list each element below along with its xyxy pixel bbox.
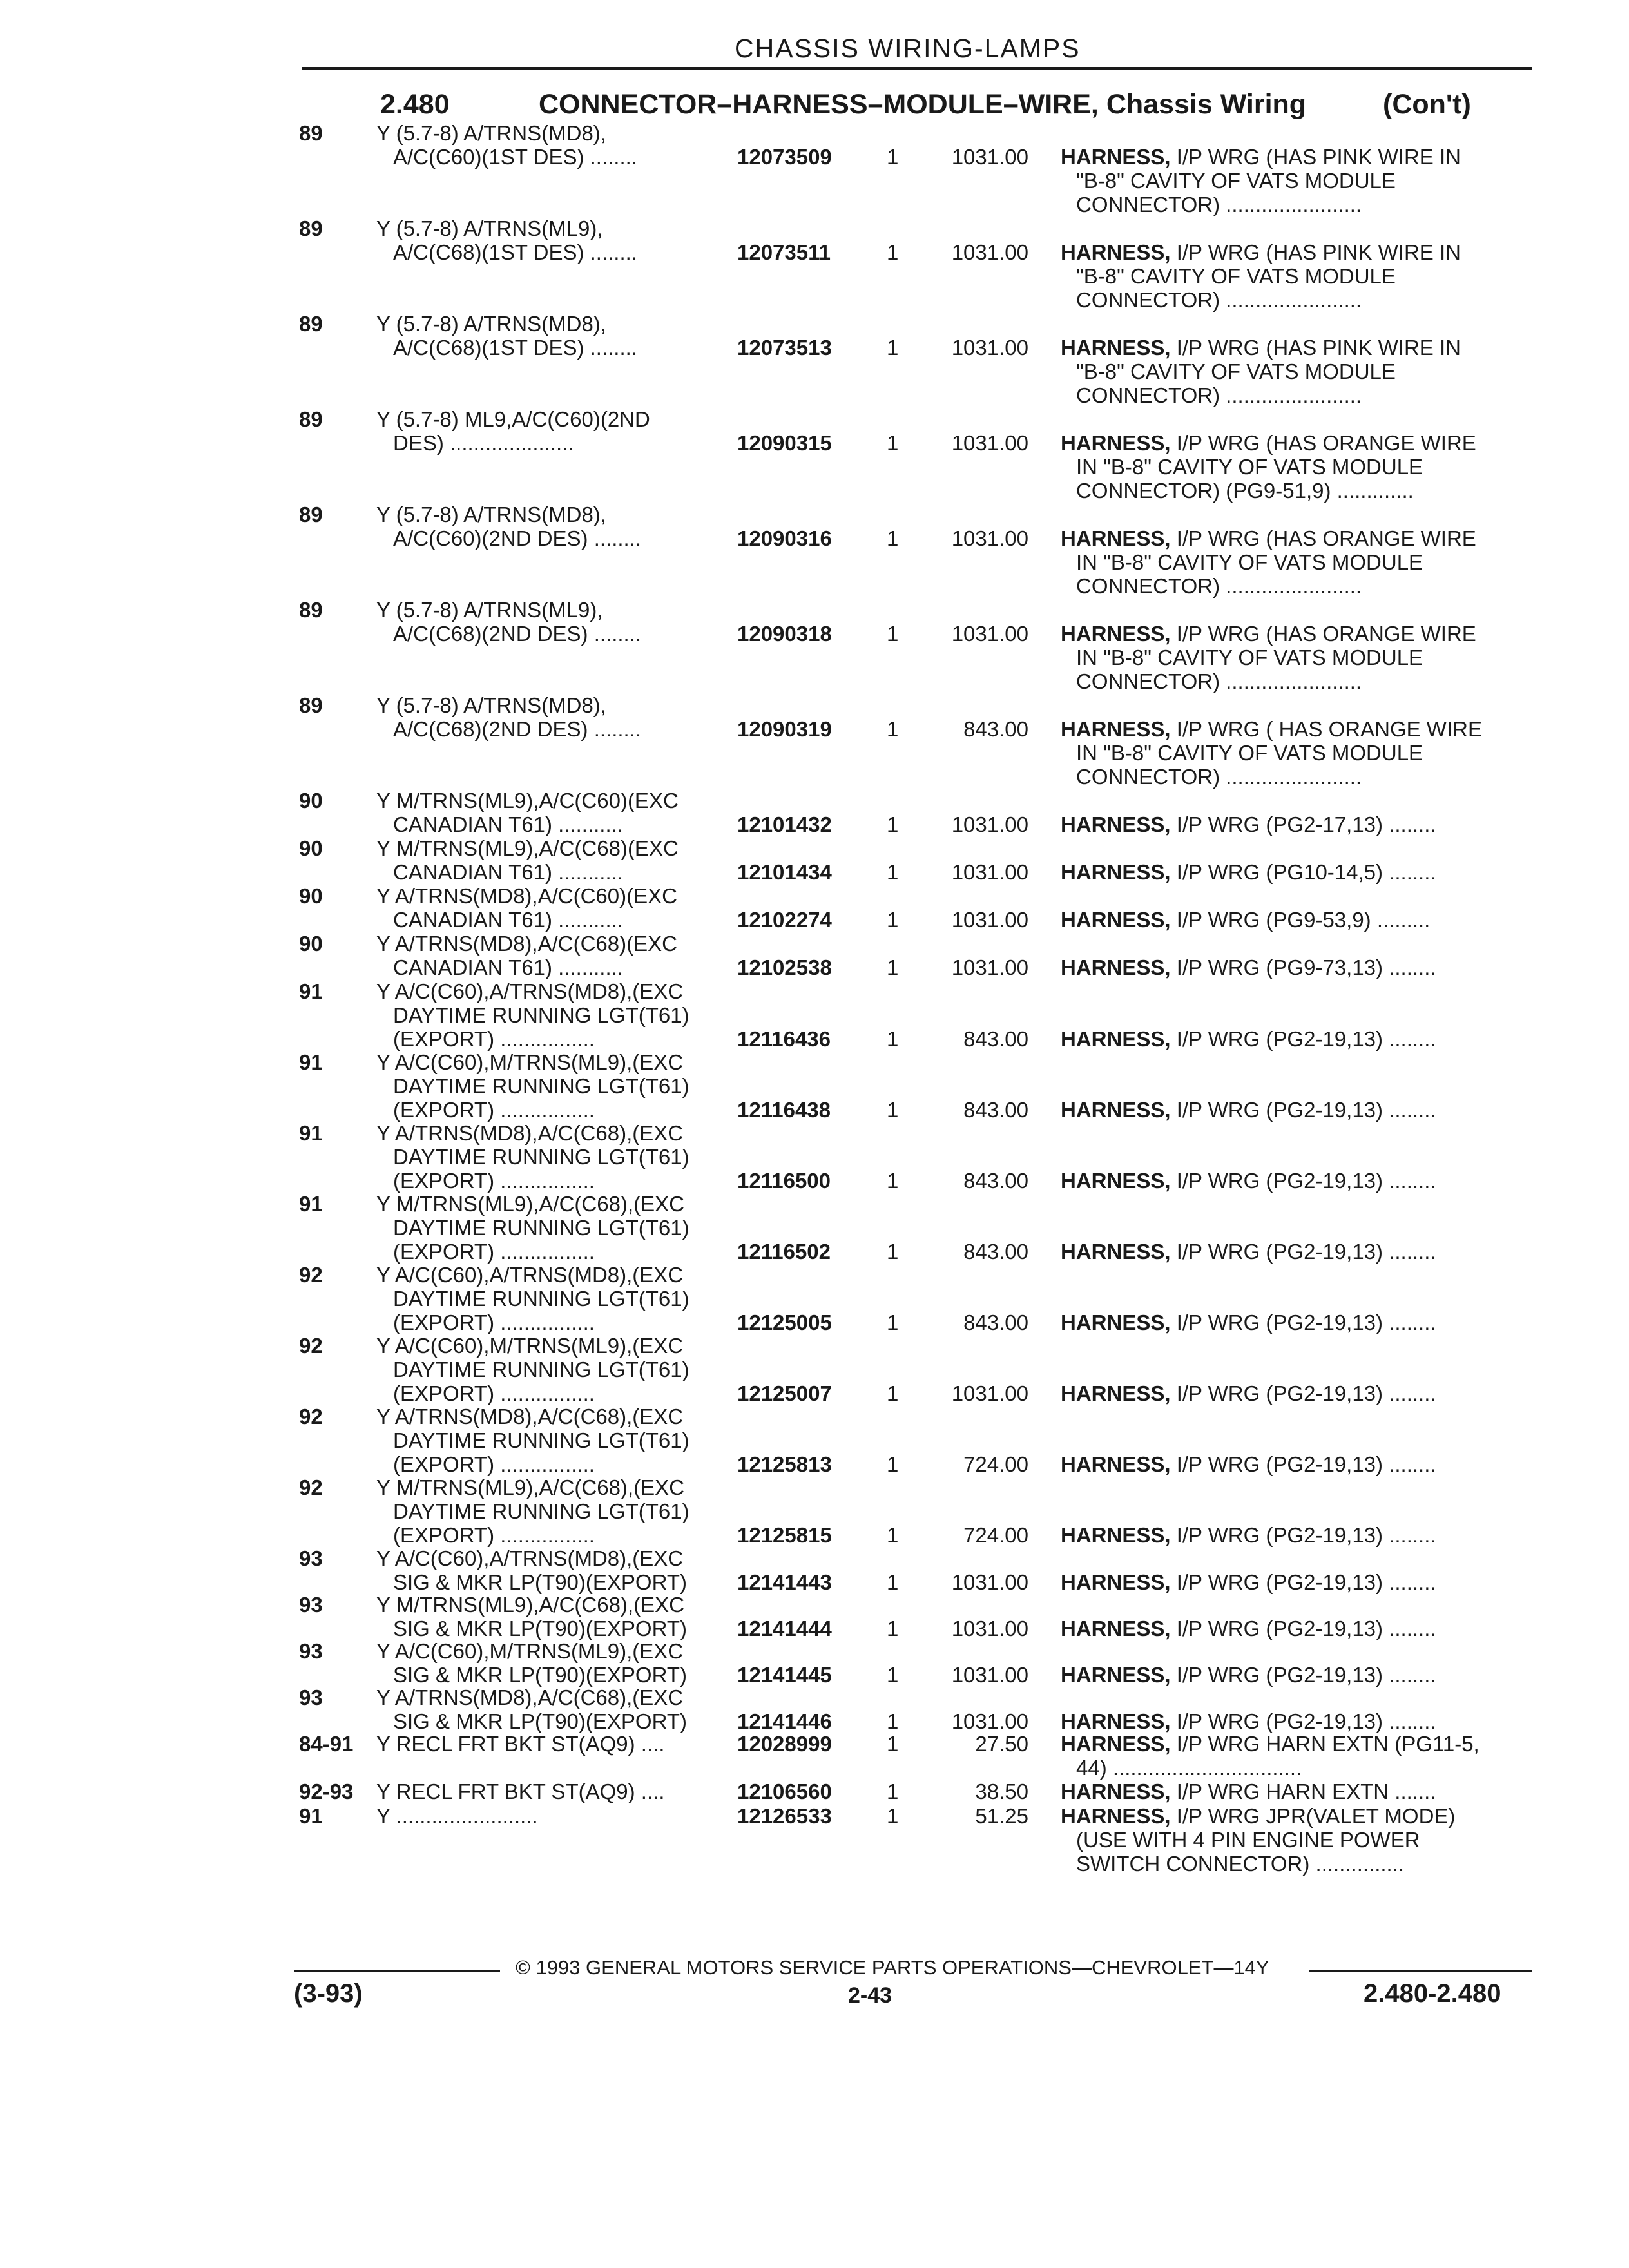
quantity: 1 [887, 1570, 899, 1594]
application [376, 216, 726, 264]
copyright-notice: © 1993 GENERAL MOTORS SERVICE PARTS OPERATIONS—CHEVROLET—14Y [516, 1956, 1269, 1979]
section-title [539, 89, 1306, 120]
quantity: 1 [887, 908, 899, 932]
application-line: (EXPORT) ................ [393, 1240, 595, 1264]
description-line: HARNESS, I/P WRG (PG9-73,13) ........ [1061, 956, 1436, 979]
illustration-number: 92-93 [299, 1780, 354, 1803]
application [376, 979, 726, 1051]
part-number: 12125007 [737, 1381, 832, 1405]
page-number: 2-43 [848, 1983, 892, 2008]
application [376, 932, 726, 979]
application-line: Y A/C(C60),M/TRNS(ML9),(EXC [376, 1050, 684, 1074]
description-line: HARNESS, I/P WRG HARN EXTN (PG11-5, [1061, 1732, 1480, 1756]
description-line: HARNESS, I/P WRG (HAS ORANGE WIRE [1061, 431, 1476, 455]
price: 1031.00 [951, 431, 1028, 455]
application [376, 836, 726, 884]
description-line: HARNESS, I/P WRG (PG2-19,13) ........ [1061, 1663, 1436, 1687]
application-line: Y M/TRNS(ML9),A/C(C68)(EXC [376, 836, 679, 860]
illustration-number: 89 [299, 598, 323, 622]
application-line: Y (5.7-8) A/TRNS(MD8), [376, 693, 606, 717]
application-line: CANADIAN T61) ........... [393, 908, 623, 932]
quantity: 1 [887, 1804, 899, 1828]
section-number: 2.480 [380, 89, 450, 120]
section-title-main: CONNECTOR–HARNESS–MODULE–WIRE, [539, 89, 1099, 120]
description [1061, 240, 1532, 312]
illustration-number: 92 [299, 1334, 323, 1358]
quantity: 1 [887, 622, 899, 646]
application [376, 1593, 726, 1640]
description [1061, 860, 1532, 884]
description-line: "B-8" CAVITY OF VATS MODULE [1076, 169, 1396, 193]
application-line: CANADIAN T61) ........... [393, 956, 623, 979]
application-line: (EXPORT) ................ [393, 1523, 595, 1547]
application-line: CANADIAN T61) ........... [393, 812, 623, 836]
quantity: 1 [887, 1663, 899, 1687]
description [1061, 1523, 1532, 1547]
quantity: 1 [887, 145, 899, 169]
application-line: SIG & MKR LP(T90)(EXPORT) [393, 1663, 687, 1687]
description-line: HARNESS, I/P WRG (PG2-19,13) ........ [1061, 1381, 1436, 1405]
description-line: IN "B-8" CAVITY OF VATS MODULE [1076, 455, 1423, 479]
application-line: Y RECL FRT BKT ST(AQ9) .... [376, 1780, 665, 1803]
illustration-number: 90 [299, 789, 323, 812]
description-line: "B-8" CAVITY OF VATS MODULE [1076, 360, 1396, 383]
description-line: HARNESS, I/P WRG (PG2-17,13) ........ [1061, 812, 1436, 836]
illustration-number: 89 [299, 407, 323, 431]
part-number: 12116500 [737, 1169, 831, 1193]
description-line: SWITCH CONNECTOR) ............... [1076, 1852, 1405, 1876]
application-line: Y (5.7-8) A/TRNS(MD8), [376, 121, 606, 145]
part-number: 12125813 [737, 1452, 832, 1476]
price: 843.00 [963, 1240, 1028, 1264]
part-number: 12101432 [737, 812, 832, 836]
section-continued: (Con't) [1383, 89, 1471, 120]
application [376, 1192, 726, 1264]
quantity: 1 [887, 1732, 899, 1756]
price: 27.50 [975, 1732, 1028, 1756]
application-line: DAYTIME RUNNING LGT(T61) [393, 1428, 689, 1452]
price: 1031.00 [951, 336, 1028, 360]
price: 1031.00 [951, 1570, 1028, 1594]
part-number: 12101434 [737, 860, 832, 884]
illustration-number: 92 [299, 1263, 323, 1287]
illustration-number: 90 [299, 884, 323, 908]
application [376, 693, 726, 741]
application [376, 312, 726, 360]
illustration-number: 89 [299, 693, 323, 717]
part-number: 12073509 [737, 145, 832, 169]
quantity: 1 [887, 526, 899, 550]
application-line: (EXPORT) ................ [393, 1169, 595, 1193]
quantity: 1 [887, 956, 899, 979]
description [1061, 1027, 1532, 1051]
application-line: SIG & MKR LP(T90)(EXPORT) [393, 1709, 687, 1733]
part-number: 12073511 [737, 240, 831, 264]
illustration-number: 89 [299, 121, 323, 145]
application [376, 503, 726, 550]
description-line: HARNESS, I/P WRG (HAS PINK WIRE IN [1061, 240, 1461, 264]
description [1061, 1098, 1532, 1122]
part-number: 12106560 [737, 1780, 832, 1803]
illustration-number: 90 [299, 836, 323, 860]
description-line: HARNESS, I/P WRG (PG2-19,13) ........ [1061, 1027, 1436, 1051]
description-line: IN "B-8" CAVITY OF VATS MODULE [1076, 646, 1423, 669]
description-line: IN "B-8" CAVITY OF VATS MODULE [1076, 741, 1423, 765]
date-code: (3-93) [294, 1979, 363, 2008]
description [1061, 1311, 1532, 1334]
description-line: HARNESS, I/P WRG (PG2-19,13) ........ [1061, 1169, 1436, 1193]
quantity: 1 [887, 1709, 899, 1733]
application-line: A/C(C68)(1ST DES) ........ [393, 240, 637, 264]
description-line: HARNESS, I/P WRG (HAS PINK WIRE IN [1061, 336, 1461, 360]
application-line: A/C(C60)(2ND DES) ........ [393, 526, 642, 550]
application-line: Y A/C(C60),M/TRNS(ML9),(EXC [376, 1334, 684, 1358]
price: 51.25 [975, 1804, 1028, 1828]
price: 1031.00 [951, 812, 1028, 836]
application [376, 1546, 726, 1594]
quantity: 1 [887, 860, 899, 884]
application [376, 884, 726, 932]
part-number: 12090319 [737, 717, 832, 741]
illustration-number: 91 [299, 1121, 323, 1145]
description-line: CONNECTOR) ....................... [1076, 193, 1362, 216]
application-line: Y A/C(C60),A/TRNS(MD8),(EXC [376, 1546, 684, 1570]
illustration-number: 89 [299, 216, 323, 240]
application-line: Y A/TRNS(MD8),A/C(C68),(EXC [376, 1686, 684, 1709]
illustration-number: 93 [299, 1639, 323, 1663]
application-line: Y (5.7-8) A/TRNS(ML9), [376, 598, 603, 622]
application-line: DES) ..................... [393, 431, 574, 455]
price: 843.00 [963, 717, 1028, 741]
description [1061, 431, 1532, 503]
description [1061, 1709, 1532, 1733]
illustration-number: 89 [299, 503, 323, 526]
application-line: (EXPORT) ................ [393, 1098, 595, 1122]
price: 1031.00 [951, 908, 1028, 932]
illustration-number: 91 [299, 1192, 323, 1216]
application-line: DAYTIME RUNNING LGT(T61) [393, 1074, 689, 1098]
part-number: 12090315 [737, 431, 832, 455]
illustration-number: 92 [299, 1405, 323, 1428]
application [376, 407, 726, 455]
quantity: 1 [887, 717, 899, 741]
description-line: HARNESS, I/P WRG (PG2-19,13) ........ [1061, 1709, 1436, 1733]
application-line: SIG & MKR LP(T90)(EXPORT) [393, 1570, 687, 1594]
illustration-number: 93 [299, 1593, 323, 1617]
description-line: CONNECTOR) ....................... [1076, 765, 1362, 789]
description [1061, 1570, 1532, 1594]
illustration-number: 93 [299, 1546, 323, 1570]
description [1061, 622, 1532, 693]
description-line: HARNESS, I/P WRG (PG9-53,9) ......... [1061, 908, 1431, 932]
description [1061, 1240, 1532, 1264]
page-header-title: CHASSIS WIRING-LAMPS [735, 34, 1081, 63]
part-number: 12102274 [737, 908, 832, 932]
description-line: HARNESS, I/P WRG (PG2-19,13) ........ [1061, 1240, 1436, 1264]
description-line: "B-8" CAVITY OF VATS MODULE [1076, 264, 1396, 288]
quantity: 1 [887, 1311, 899, 1334]
description [1061, 1617, 1532, 1640]
quantity: 1 [887, 1617, 899, 1640]
application-line: (EXPORT) ................ [393, 1311, 595, 1334]
application-line: (EXPORT) ................ [393, 1452, 595, 1476]
part-number: 12090318 [737, 622, 832, 646]
quantity: 1 [887, 1780, 899, 1803]
application-line: Y A/C(C60),A/TRNS(MD8),(EXC [376, 979, 684, 1003]
application-line: Y (5.7-8) A/TRNS(MD8), [376, 312, 606, 336]
description [1061, 1732, 1532, 1780]
application-line: CANADIAN T61) ........... [393, 860, 623, 884]
price: 843.00 [963, 1169, 1028, 1193]
description [1061, 1169, 1532, 1193]
quantity: 1 [887, 1027, 899, 1051]
application-line: DAYTIME RUNNING LGT(T61) [393, 1358, 689, 1381]
description-line: CONNECTOR) ....................... [1076, 574, 1362, 598]
illustration-number: 91 [299, 1804, 323, 1828]
part-number: 12102538 [737, 956, 832, 979]
price: 843.00 [963, 1027, 1028, 1051]
quantity: 1 [887, 240, 899, 264]
application [376, 1732, 726, 1756]
description [1061, 717, 1532, 789]
description-line: CONNECTOR) ....................... [1076, 288, 1362, 312]
description [1061, 908, 1532, 932]
application-line: Y M/TRNS(ML9),A/C(C68),(EXC [376, 1593, 684, 1617]
description [1061, 1780, 1532, 1803]
application-line: DAYTIME RUNNING LGT(T61) [393, 1003, 689, 1027]
application [376, 598, 726, 646]
application [376, 1804, 726, 1828]
application-line: A/C(C60)(1ST DES) ........ [393, 145, 637, 169]
application-line: (EXPORT) ................ [393, 1381, 595, 1405]
description [1061, 1381, 1532, 1405]
application [376, 1686, 726, 1733]
description-line: HARNESS, I/P WRG (HAS PINK WIRE IN [1061, 145, 1461, 169]
description-line: HARNESS, I/P WRG (PG2-19,13) ........ [1061, 1617, 1436, 1640]
application-line: Y ........................ [376, 1804, 538, 1828]
footer-rule-right [1309, 1970, 1532, 1972]
illustration-number: 84-91 [299, 1732, 354, 1756]
application-line: A/C(C68)(2ND DES) ........ [393, 622, 642, 646]
application-line: DAYTIME RUNNING LGT(T61) [393, 1216, 689, 1240]
footer-rule-left [294, 1970, 500, 1972]
price: 1031.00 [951, 145, 1028, 169]
application [376, 1475, 726, 1547]
description-line: IN "B-8" CAVITY OF VATS MODULE [1076, 550, 1423, 574]
application-line: DAYTIME RUNNING LGT(T61) [393, 1499, 689, 1523]
price: 843.00 [963, 1311, 1028, 1334]
description-line: HARNESS, I/P WRG (PG2-19,13) ........ [1061, 1098, 1436, 1122]
illustration-number: 90 [299, 932, 323, 956]
description-line: CONNECTOR) (PG9-51,9) ............. [1076, 479, 1414, 503]
illustration-number: 91 [299, 979, 323, 1003]
application-line: Y (5.7-8) A/TRNS(ML9), [376, 216, 603, 240]
application [376, 1050, 726, 1122]
price: 1031.00 [951, 956, 1028, 979]
application [376, 789, 726, 836]
price: 1031.00 [951, 1381, 1028, 1405]
price: 1031.00 [951, 860, 1028, 884]
price: 1031.00 [951, 622, 1028, 646]
application [376, 1334, 726, 1405]
illustration-number: 91 [299, 1050, 323, 1074]
application-line: Y (5.7-8) A/TRNS(MD8), [376, 503, 606, 526]
application-line: Y M/TRNS(ML9),A/C(C68),(EXC [376, 1475, 684, 1499]
application-line: (EXPORT) ................ [393, 1027, 595, 1051]
price: 1031.00 [951, 1617, 1028, 1640]
description [1061, 1663, 1532, 1687]
description-line: HARNESS, I/P WRG (PG2-19,13) ........ [1061, 1311, 1436, 1334]
description-line: HARNESS, I/P WRG (PG2-19,13) ........ [1061, 1452, 1436, 1476]
application [376, 121, 726, 169]
quantity: 1 [887, 1523, 899, 1547]
description-line: HARNESS, I/P WRG ( HAS ORANGE WIRE [1061, 717, 1482, 741]
quantity: 1 [887, 336, 899, 360]
part-number: 12126533 [737, 1804, 832, 1828]
application-line: A/C(C68)(1ST DES) ........ [393, 336, 637, 360]
application [376, 1780, 726, 1803]
description [1061, 1452, 1532, 1476]
description-line: HARNESS, I/P WRG (HAS ORANGE WIRE [1061, 526, 1476, 550]
section-subtitle: Chassis Wiring [1106, 89, 1307, 120]
description-line: HARNESS, I/P WRG JPR(VALET MODE) [1061, 1804, 1456, 1828]
application [376, 1263, 726, 1334]
price: 1031.00 [951, 526, 1028, 550]
application-line: Y A/C(C60),A/TRNS(MD8),(EXC [376, 1263, 684, 1287]
part-number: 12141443 [737, 1570, 832, 1594]
part-number: 12073513 [737, 336, 832, 360]
illustration-number: 89 [299, 312, 323, 336]
description-line: CONNECTOR) ....................... [1076, 669, 1362, 693]
price: 724.00 [963, 1523, 1028, 1547]
quantity: 1 [887, 1240, 899, 1264]
application-line: SIG & MKR LP(T90)(EXPORT) [393, 1617, 687, 1640]
part-number: 12090316 [737, 526, 832, 550]
part-number: 12116438 [737, 1098, 831, 1122]
part-number: 12141444 [737, 1617, 832, 1640]
description-line: 44) ................................ [1076, 1756, 1302, 1780]
part-number: 12141445 [737, 1663, 832, 1687]
application-line: Y (5.7-8) ML9,A/C(C60)(2ND [376, 407, 650, 431]
description [1061, 956, 1532, 979]
price: 38.50 [975, 1780, 1028, 1803]
description [1061, 526, 1532, 598]
description [1061, 812, 1532, 836]
application [376, 1405, 726, 1476]
part-number: 12125005 [737, 1311, 832, 1334]
application-line: Y A/TRNS(MD8),A/C(C68)(EXC [376, 932, 677, 956]
description-line: HARNESS, I/P WRG (PG2-19,13) ........ [1061, 1570, 1436, 1594]
part-number: 12125815 [737, 1523, 832, 1547]
application [376, 1639, 726, 1687]
part-number: 12116502 [737, 1240, 831, 1264]
quantity: 1 [887, 1098, 899, 1122]
section-range: 2.480-2.480 [1364, 1979, 1501, 2008]
application-line: Y RECL FRT BKT ST(AQ9) .... [376, 1732, 665, 1756]
illustration-number: 92 [299, 1475, 323, 1499]
description [1061, 1804, 1532, 1876]
illustration-number: 93 [299, 1686, 323, 1709]
quantity: 1 [887, 431, 899, 455]
application-line: Y M/TRNS(ML9),A/C(C68),(EXC [376, 1192, 684, 1216]
price: 1031.00 [951, 1663, 1028, 1687]
price: 1031.00 [951, 240, 1028, 264]
quantity: 1 [887, 1452, 899, 1476]
description-line: HARNESS, I/P WRG HARN EXTN ....... [1061, 1780, 1436, 1803]
application-line: DAYTIME RUNNING LGT(T61) [393, 1145, 689, 1169]
part-number: 12028999 [737, 1732, 832, 1756]
application-line: Y M/TRNS(ML9),A/C(C60)(EXC [376, 789, 679, 812]
application-line: Y A/TRNS(MD8),A/C(C68),(EXC [376, 1121, 684, 1145]
header-rule [302, 67, 1532, 70]
description-line: CONNECTOR) ....................... [1076, 383, 1362, 407]
description-line: HARNESS, I/P WRG (HAS ORANGE WIRE [1061, 622, 1476, 646]
application [376, 1121, 726, 1193]
description [1061, 336, 1532, 407]
quantity: 1 [887, 1169, 899, 1193]
quantity: 1 [887, 812, 899, 836]
price: 724.00 [963, 1452, 1028, 1476]
application-line: DAYTIME RUNNING LGT(T61) [393, 1287, 689, 1311]
application-line: A/C(C68)(2ND DES) ........ [393, 717, 642, 741]
description-line: HARNESS, I/P WRG (PG2-19,13) ........ [1061, 1523, 1436, 1547]
application-line: Y A/TRNS(MD8),A/C(C68),(EXC [376, 1405, 684, 1428]
price: 843.00 [963, 1098, 1028, 1122]
description [1061, 145, 1532, 216]
description-line: HARNESS, I/P WRG (PG10-14,5) ........ [1061, 860, 1436, 884]
price: 1031.00 [951, 1709, 1028, 1733]
application-line: Y A/TRNS(MD8),A/C(C60)(EXC [376, 884, 677, 908]
quantity: 1 [887, 1381, 899, 1405]
application-line: Y A/C(C60),M/TRNS(ML9),(EXC [376, 1639, 684, 1663]
part-number: 12116436 [737, 1027, 831, 1051]
description-line: (USE WITH 4 PIN ENGINE POWER [1076, 1828, 1420, 1852]
part-number: 12141446 [737, 1709, 832, 1733]
